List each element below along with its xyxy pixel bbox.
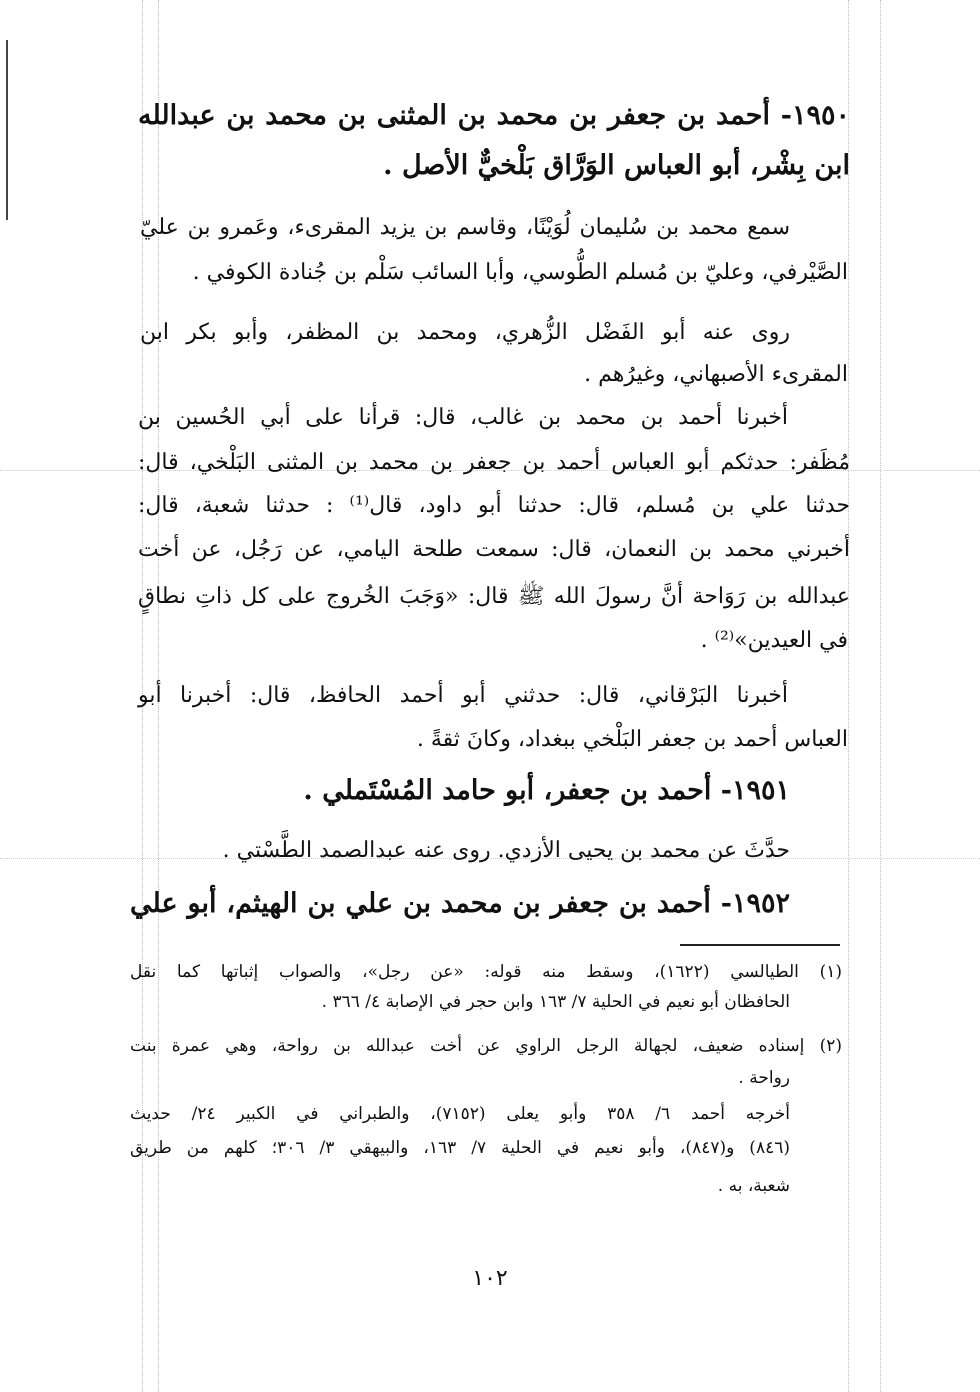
footnote-line: شعبة، به . <box>717 1176 790 1196</box>
footnote-line: (٢) إسناده ضعيف، لجهالة الرجل الراوي عن أخت عبدالله بن رواحة، وهي عمرة بنت <box>130 1036 842 1056</box>
paragraph-line: حدَّثَ عن محمد بن يحيى الأزدي. روى عنه عبدالصمد الطَّسْتي . <box>222 838 790 863</box>
scan-guide-line <box>848 0 849 1392</box>
paragraph-line: الصَّيْرفي، وعليّ بن مُسلم الطُّوسي، وأبا السائب سَلْم بن جُنادة الكوفي . <box>192 260 848 285</box>
paragraph-line: أخبرني محمد بن النعمان، قال: سمعت طلحة اليامي، عن رَجُل، عن أخت <box>138 537 850 562</box>
entry-heading-line: ١٩٥٢- أحمد بن جعفر بن محمد بن علي بن الهيثم، أبو علي <box>130 888 790 919</box>
paragraph-line: في العيدين»⁽²⁾ . <box>700 628 848 653</box>
paragraph-line: مُظَفر: حدثكم أبو العباس أحمد بن جعفر بن محمد بن المثنى البَلْخي، قال: <box>138 450 850 475</box>
paragraph-line: سمع محمد بن سُليمان لُوَيْنًا، وقاسم بن يزيد المقرىء، وعَمرو بن عليّ <box>140 215 790 240</box>
paragraph-line: أخبرنا البَرْقاني، قال: حدثني أبو أحمد الحافظ، قال: أخبرنا أبو <box>138 683 788 708</box>
footnote-line: الحافظان أبو نعيم في الحلية ٧/ ١٦٣ وابن حجر في الإصابة ٤/ ٣٦٦ . <box>321 992 790 1012</box>
footnote-line: (٨٤٦) و(٨٤٧)، وأبو نعيم في الحلية ٧/ ١٦٣، والبيهقي ٣/ ٣٠٦؛ كلهم من طريق <box>130 1138 790 1158</box>
footnote-line: رواحة . <box>738 1068 790 1088</box>
footnote-separator <box>680 944 840 946</box>
paragraph-line: أخبرنا أحمد بن محمد بن غالب، قال: قرأنا على أبي الحُسين بن <box>138 405 788 430</box>
paragraph-line: روى عنه أبو الفَضْل الزُّهري، ومحمد بن المظفر، وأبو بكر ابن <box>140 320 790 345</box>
page-number: ١٠٢ <box>472 1266 508 1291</box>
paragraph-line: حدثنا علي بن مُسلم، قال: حدثنا أبو داود، قال⁽¹⁾ : حدثنا شعبة، قال: <box>138 493 850 518</box>
paragraph-line: عبدالله بن رَوَاحة أنَّ رسولَ الله ﷺ قال: «وَجَبَ الخُروج على كل ذاتِ نطاقٍ <box>138 584 850 609</box>
scan-edge-mark <box>6 40 8 220</box>
footnote-line: (١) الطيالسي (١٦٢٢)، وسقط منه قوله: «عن رجل»، والصواب إثباتها كما نقل <box>130 962 843 982</box>
entry-heading-line: ١٩٥٠- أحمد بن جعفر بن محمد بن المثنى بن محمد بن عبدالله <box>138 100 850 131</box>
footnote-line: أخرجه أحمد ٦/ ٣٥٨ وأبو يعلى (٧١٥٢)، والطبراني في الكبير ٢٤/ حديث <box>130 1104 790 1124</box>
entry-heading-line: ١٩٥١- أحمد بن جعفر، أبو حامد المُسْتَملي . <box>303 775 790 806</box>
paragraph-line: المقرىء الأصبهاني، وغيرُهم . <box>584 362 848 387</box>
paragraph-line: العباس أحمد بن جعفر البَلْخي ببغداد، وكانَ ثقةً . <box>416 727 848 752</box>
scan-guide-line <box>880 0 881 1392</box>
entry-heading-line: ابن بِشْر، أبو العباس الوَرَّاق بَلْخيٌّ الأصل . <box>383 150 850 181</box>
